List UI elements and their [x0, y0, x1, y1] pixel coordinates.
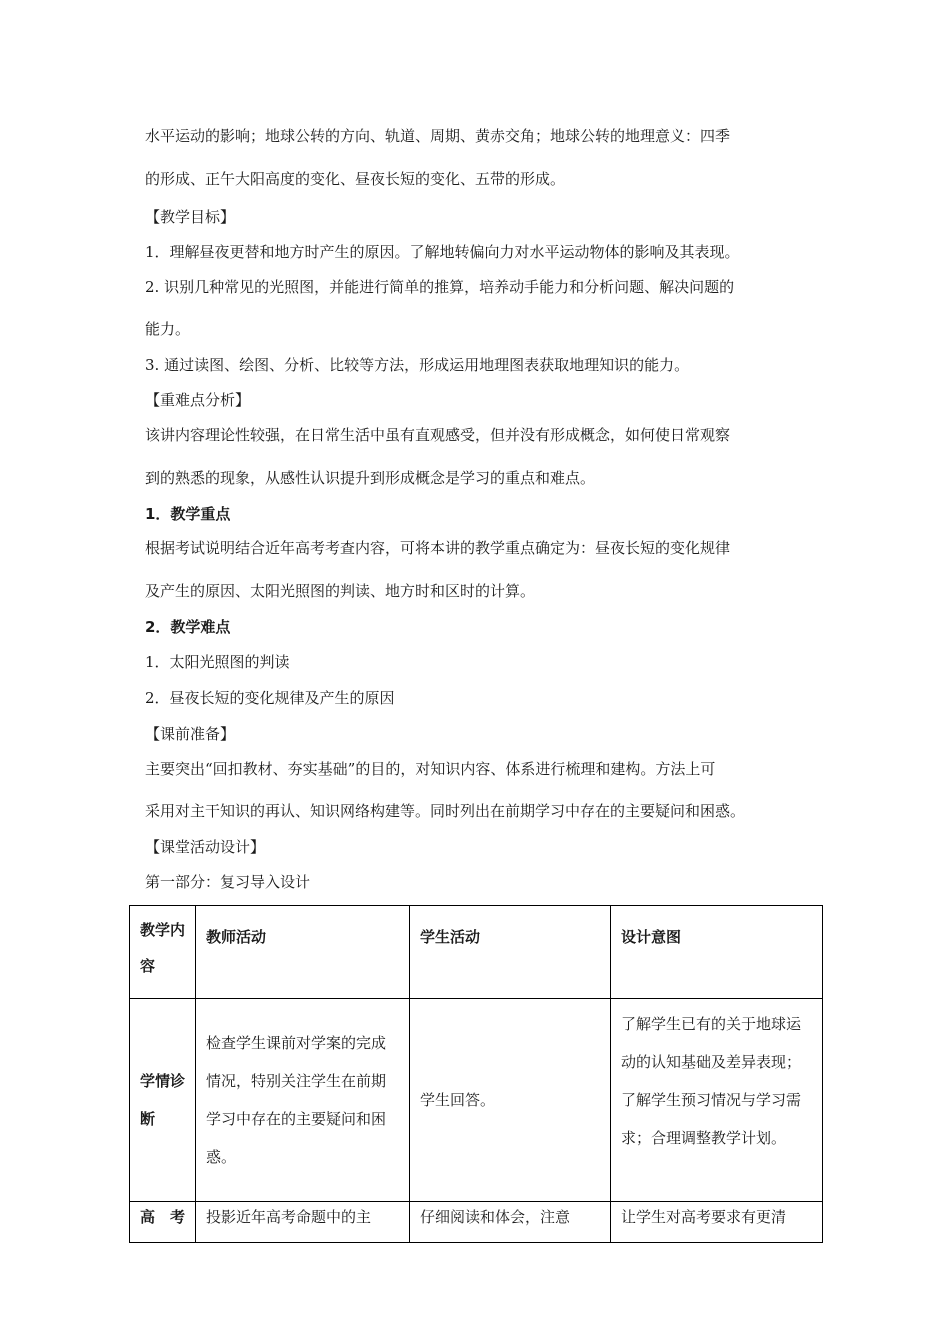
intro-line: 水平运动的影响；地球公转的方向、轨道、周期、黄赤交角；地球公转的地理意义：四季 [145, 127, 731, 145]
header-cell-content: 教学内容 [130, 906, 196, 999]
difficult-point-item: 2．昼夜长短的变化规律及产生的原因 [145, 689, 395, 707]
difficult-points-heading: 2．教学难点 [145, 618, 231, 636]
part-title: 第一部分：复习导入设计 [145, 873, 311, 891]
cell-teacher: 投影近年高考命题中的主 [196, 1202, 410, 1243]
cell-intent: 让学生对高考要求有更清 [611, 1202, 823, 1243]
cell-student: 学生回答。 [410, 999, 611, 1202]
table-row [130, 999, 823, 1202]
section-heading-goals: 【教学目标】 [145, 208, 236, 226]
cell-student: 仔细阅读和体会，注意 [410, 1202, 611, 1243]
goal-item: 3. 通过读图、绘图、分析、比较等方法，形成运用地理图表获取地理知识的能力。 [145, 356, 690, 374]
preparation-line: 主要突出“回扣教材、夯实基础”的目的，对知识内容、体系进行梳理和建构。方法上可 [145, 760, 716, 778]
cell-content: 高 考 [130, 1202, 196, 1243]
section-heading-activity: 【课堂活动设计】 [145, 838, 266, 856]
table-header-row [130, 906, 823, 999]
cell-content: 学情诊断 [130, 999, 196, 1202]
cell-teacher: 检查学生课前对学案的完成情况，特别关注学生在前期学习中存在的主要疑问和困惑。 [196, 999, 410, 1202]
goal-item: 能力。 [145, 320, 191, 338]
header-cell-student: 学生活动 [410, 906, 611, 999]
key-points-line: 根据考试说明结合近年高考考查内容，可将本讲的教学重点确定为：昼夜长短的变化规律 [145, 539, 731, 557]
difficult-point-item: 1．太阳光照图的判读 [145, 653, 290, 671]
preparation-line: 采用对主干知识的再认、知识网络构建等。同时列出在前期学习中存在的主要疑问和困惑。 [145, 802, 746, 820]
intro-line: 的形成、正午大阳高度的变化、昼夜长短的变化、五带的形成。 [145, 170, 566, 188]
table-row [130, 1202, 823, 1243]
header-cell-teacher: 教师活动 [196, 906, 410, 999]
key-points-line: 及产生的原因、太阳光照图的判读、地方时和区时的计算。 [145, 582, 536, 600]
section-heading-analysis: 【重难点分析】 [145, 391, 251, 409]
analysis-line: 到的熟悉的现象，从感性认识提升到形成概念是学习的重点和难点。 [145, 469, 596, 487]
header-cell-intent: 设计意图 [611, 906, 823, 999]
activity-table [129, 905, 823, 1243]
analysis-line: 该讲内容理论性较强，在日常生活中虽有直观感受，但并没有形成概念，如何使日常观察 [145, 426, 731, 444]
goal-item: 2. 识别几种常见的光照图，并能进行简单的推算，培养动手能力和分析问题、解决问题的 [145, 278, 735, 296]
cell-intent: 了解学生已有的关于地球运动的认知基础及差异表现；了解学生预习情况与学习需求；合理调整教学计划。 [611, 999, 823, 1202]
goal-item: 1．理解昼夜更替和地方时产生的原因。了解地转偏向力对水平运动物体的影响及其表现。 [145, 243, 740, 261]
key-points-heading: 1．教学重点 [145, 505, 231, 523]
section-heading-preparation: 【课前准备】 [145, 725, 236, 743]
